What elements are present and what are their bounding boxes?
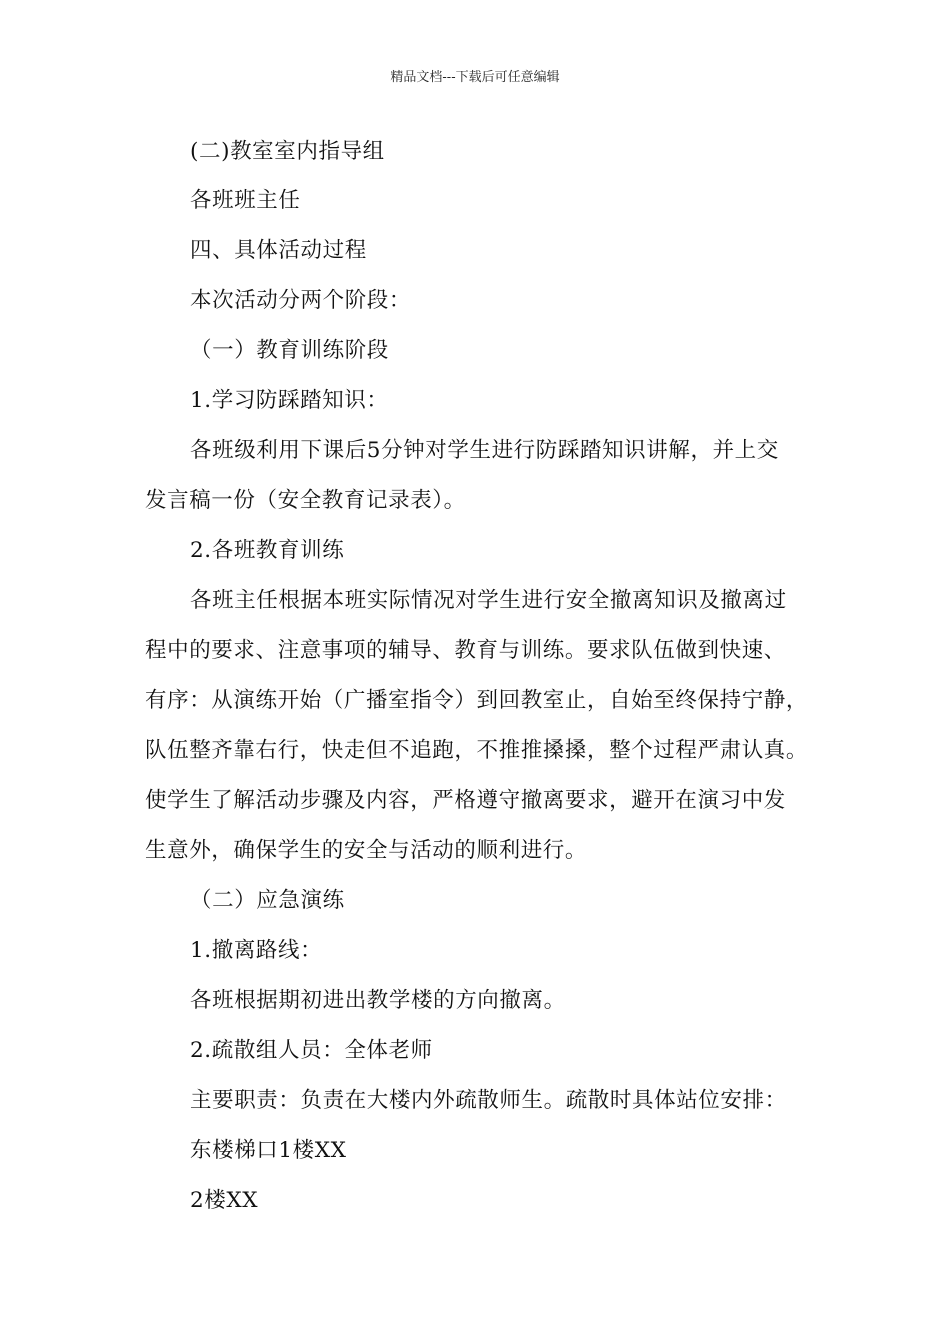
page-header: 精品文档---下载后可任意编辑	[390, 70, 560, 85]
section-heading-indoor-guide-group: (二)教室室内指导组	[190, 139, 385, 164]
list-item-class-training: 2.各班教育训练	[190, 538, 345, 563]
paragraph-line: 程中的要求、注意事项的辅导、教育与训练。要求队伍做到快速、	[145, 638, 786, 663]
subheading-education-training-stage: （一）教育训练阶段	[190, 338, 389, 363]
paragraph-class-teachers: 各班班主任	[190, 188, 301, 213]
paragraph-line: 发言稿一份（安全教育记录表）。	[145, 488, 466, 513]
paragraph-floor-2: 2楼XX	[190, 1188, 259, 1213]
list-item-evacuation-route: 1.撤离路线：	[190, 938, 323, 963]
paragraph-line: 各班级利用下课后5分钟对学生进行防踩踏知识讲解，并上交	[190, 438, 779, 463]
paragraph-evacuation-direction: 各班根据期初进出教学楼的方向撤离。	[190, 988, 566, 1013]
paragraph-line: 生意外，确保学生的安全与活动的顺利进行。	[145, 838, 588, 863]
paragraph-main-duties: 主要职责：负责在大楼内外疏散师生。疏散时具体站位安排：	[190, 1088, 787, 1113]
paragraph-line: 队伍整齐靠右行，快走但不追跑，不推推搡搡，整个过程严肃认真。	[145, 738, 809, 763]
paragraph-east-stair-floor-1: 东楼梯口1楼XX	[190, 1138, 347, 1163]
paragraph-line: 有序：从演练开始（广播室指令）到回教室止，自始至终保持宁静，	[145, 688, 809, 713]
list-item-learn-anti-stampede: 1.学习防踩踏知识：	[190, 388, 389, 413]
paragraph-two-stages: 本次活动分两个阶段：	[190, 288, 412, 313]
paragraph-line: 各班主任根据本班实际情况对学生进行安全撤离知识及撤离过	[190, 588, 787, 613]
subheading-emergency-drill: （二）应急演练	[190, 888, 345, 913]
section-heading-activity-process: 四、具体活动过程	[190, 238, 367, 263]
paragraph-line: 使学生了解活动步骤及内容，严格遵守撤离要求，避开在演习中发	[145, 788, 786, 813]
list-item-evacuation-staff: 2.疏散组人员：全体老师	[190, 1038, 433, 1063]
